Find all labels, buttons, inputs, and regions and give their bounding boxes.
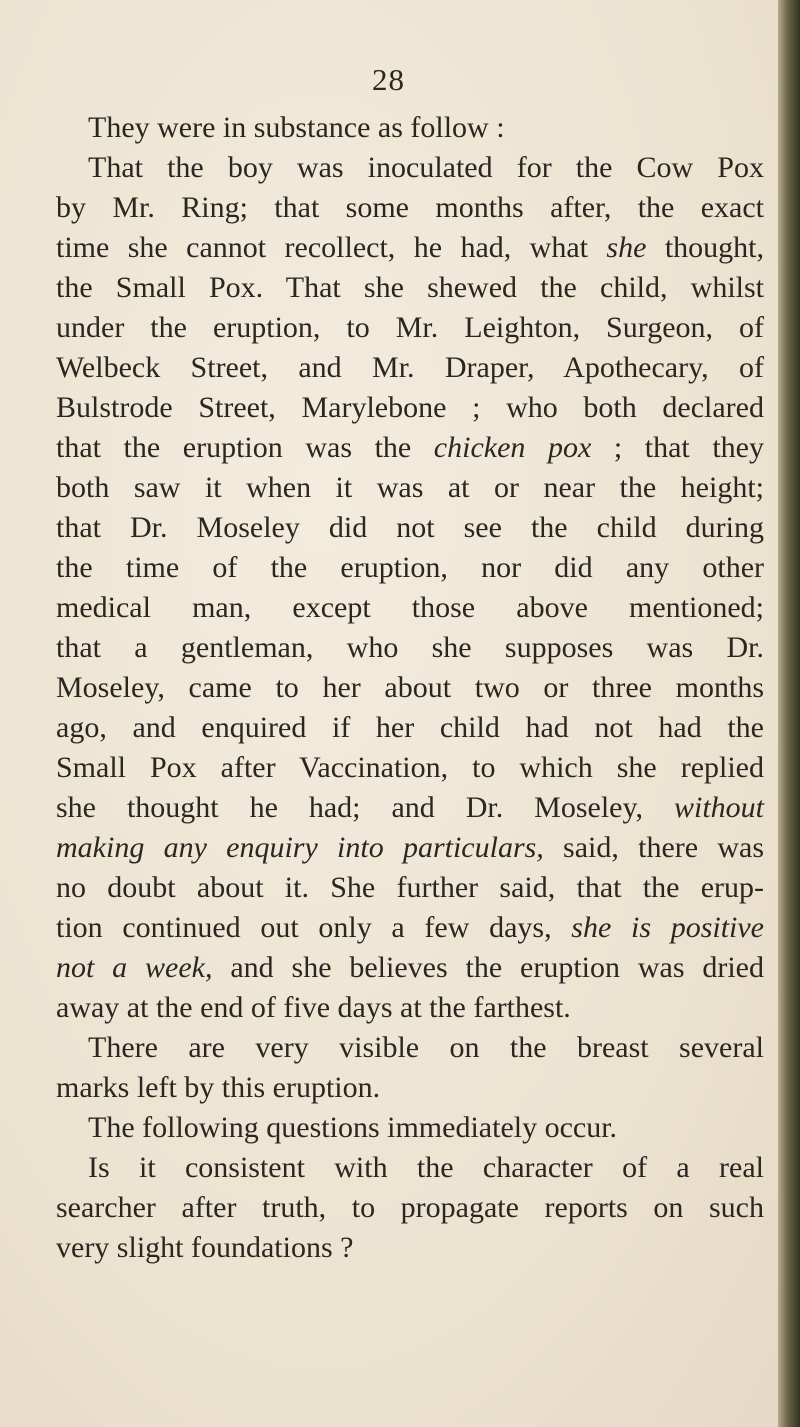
text-line: That the boy was inoculated for the Cow Pox	[88, 151, 764, 184]
text-line: ago, and enquired if her child had not had the	[56, 711, 764, 744]
page-edge	[778, 0, 800, 1427]
text-line: Small Pox after Vaccination, to which she replied	[56, 751, 764, 784]
text-line: that the eruption was the chicken pox ; that they	[56, 431, 764, 464]
text-line: searcher after truth, to propagate reports on such	[56, 1191, 764, 1224]
text-line: not a week, and she believes the eruption was dried	[56, 951, 764, 984]
text-line: the Small Pox. That she shewed the child, whilst	[56, 271, 764, 304]
italic-text: she	[606, 231, 647, 264]
italic-text: chicken pox	[433, 431, 592, 464]
text-line: both saw it when it was at or near the height;	[56, 471, 764, 504]
italic-text: not a week,	[56, 951, 213, 984]
text-line: she thought he had; and Dr. Moseley, without	[56, 791, 764, 824]
text-line: making any enquiry into particulars, said, there was	[56, 831, 764, 864]
text-line: tion continued out only a few days, she is positive	[56, 911, 764, 944]
text-line: Moseley, came to her about two or three months	[56, 671, 764, 704]
text-line: the time of the eruption, nor did any other	[56, 551, 764, 584]
text-line: under the eruption, to Mr. Leighton, Surgeon, of	[56, 311, 764, 344]
italic-text: making any enquiry into particulars,	[56, 831, 544, 864]
text-line: time she cannot recollect, he had, what she thought,	[56, 231, 764, 264]
text-line: that Dr. Moseley did not see the child during	[56, 511, 764, 544]
text-line: Welbeck Street, and Mr. Draper, Apothecary, of	[56, 351, 764, 384]
italic-text: without	[673, 791, 764, 824]
text-line: no doubt about it. She further said, that the erup-	[56, 871, 764, 904]
text-line: Is it consistent with the character of a real	[88, 1151, 764, 1184]
text-line: marks left by this eruption.	[56, 1071, 381, 1104]
text-line: that a gentleman, who she supposes was Dr.	[56, 631, 764, 664]
text-line: away at the end of five days at the farthest.	[56, 991, 571, 1024]
text-line: There are very visible on the breast several	[88, 1031, 764, 1064]
text-line: The following questions immediately occur.	[88, 1111, 618, 1144]
text-line: They were in substance as follow :	[88, 111, 505, 144]
text-line: very slight foundations ?	[56, 1231, 354, 1264]
text-line: medical man, except those above mentioned;	[56, 591, 764, 624]
text-line: by Mr. Ring; that some months after, the exact	[56, 191, 764, 224]
page-number: 28	[372, 62, 405, 97]
italic-text: she is positive	[571, 911, 764, 944]
text-line: Bulstrode Street, Marylebone ; who both declared	[56, 391, 764, 424]
